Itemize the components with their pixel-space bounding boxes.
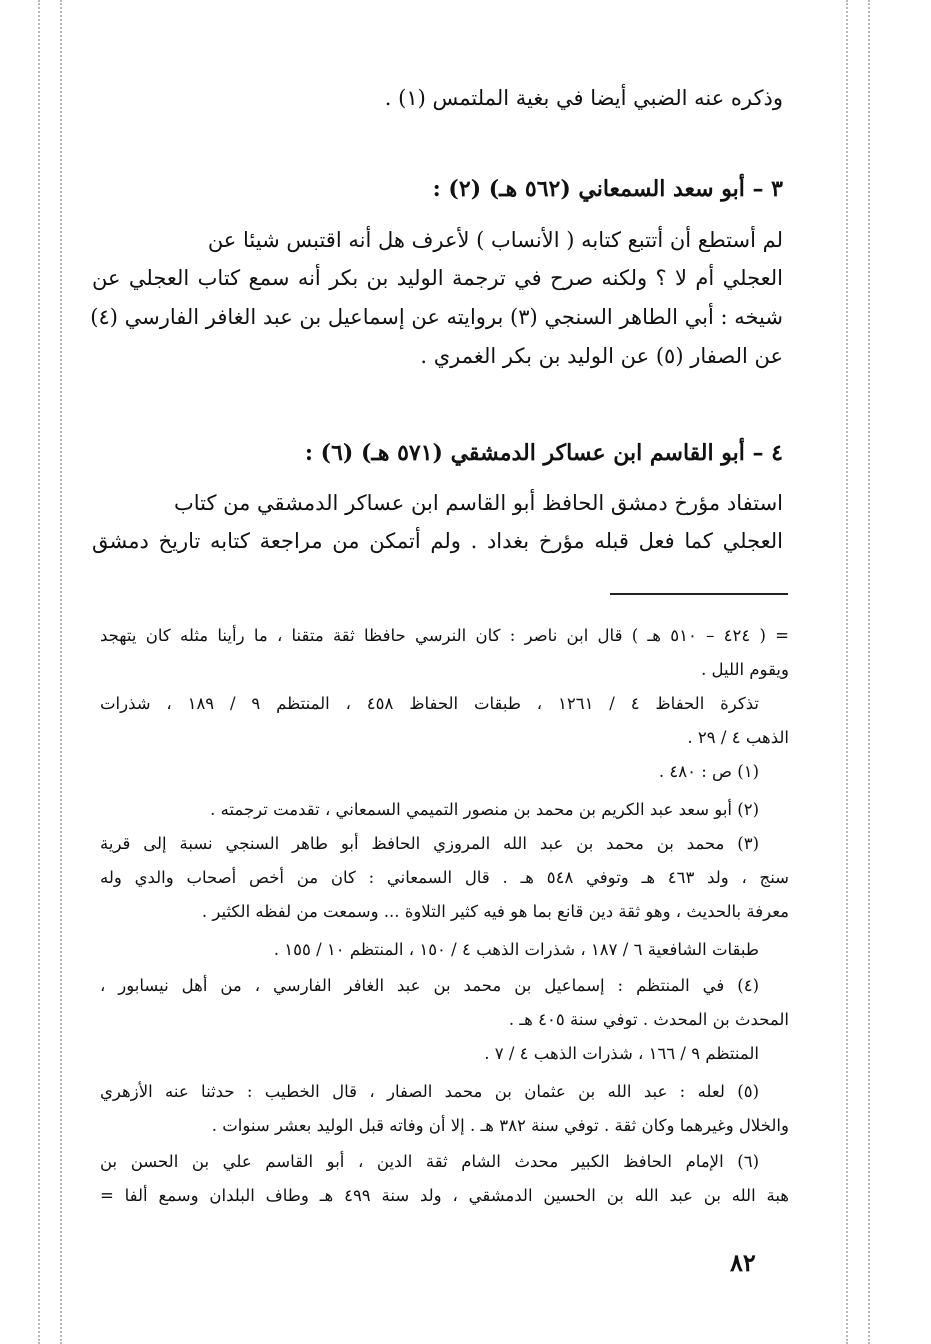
footnote-line: (٦) الإمام الحافظ الكبير محدث الشام ثقة الدين ، أبو القاسم علي بن الحسن بن: [100, 1152, 759, 1171]
page-number: ٨٢: [730, 1248, 756, 1277]
section-4-line: العجلي كما فعل قبله مؤرخ بغداد . ولم أتمكن من مراجعة كتابه تاريخ دمشق: [92, 529, 783, 553]
intro-line: وذكره عنه الضبي أيضا في بغية الملتمس (١) .: [384, 86, 783, 110]
footnote-line: (٤) في المنتظم : إسماعيل بن محمد بن عبد الغافر الفارسي ، من أهل نيسابور ،: [100, 976, 759, 995]
footnote-line: والخلال وغيرهما وكان ثقة . توفي سنة ٣٨٢ هـ . إلا أن وفاته قبل الوليد بعشر سنوات .: [211, 1116, 789, 1135]
footnote-line: هبة الله بن عبد الله بن الحسين الدمشقي ، ولد سنة ٤٩٩ هـ وطاف البلدان وسمع ألفا =: [100, 1186, 790, 1205]
footnote-line: الذهب ٤ / ٢٩ .: [687, 728, 789, 747]
footnote-line: المحدث بن المحدث . توفي سنة ٤٠٥ هـ .: [508, 1010, 789, 1029]
margin-dotted-line-left: [38, 0, 40, 1344]
footnote-line: (٣) محمد بن محمد بن عبد الله المروزي الحافظ أبو طاهر السنجي نسبة إلى قرية: [100, 834, 759, 853]
section-3-line: العجلي أم لا ؟ ولكنه صرح في ترجمة الوليد بن بكر أنه سمع كتاب العجلي عن: [92, 266, 783, 290]
footnote-line: (٥) لعله : عبد الله بن عثمان بن محمد الصفار ، قال الخطيب : حدثنا عنه الأزهري: [100, 1082, 759, 1101]
footnote-separator-rule: [610, 593, 788, 595]
margin-dotted-line-right: [868, 0, 870, 1344]
footnote-line: = ( ٤٢٤ – ٥١٠ هـ ) قال ابن ناصر : كان النرسي حافظا ثقة متقنا ، ما رأينا مثله كان يتهجد: [100, 626, 789, 645]
footnote-line: ويقوم الليل .: [701, 660, 789, 679]
footnote-line: المنتظم ٩ / ١٦٦ ، شذرات الذهب ٤ / ٧ .: [484, 1044, 759, 1063]
footnote-line: (١) ص : ٤٨٠ .: [658, 762, 759, 781]
section-3-line: لم أستطع أن أتتبع كتابه ( الأنساب ) لأعرف هل أنه اقتبس شيئا عن: [207, 228, 783, 252]
footnote-line: سنج ، ولد ٤٦٣ هـ وتوفي ٥٤٨ هـ . قال السمعاني : كان من أخص أصحاب والدي وله: [100, 868, 790, 887]
footnote-line: معرفة بالحديث ، وهو ثقة دين قانع بما هو فيه كثير التلاوة ... وسمعت من لفظه الكثير .: [201, 902, 789, 921]
section-4-heading: ٤ – أبو القاسم ابن عساكر الدمشقي (٥٧١ هـ) (٦) :: [304, 440, 783, 466]
footnote-line: تذكرة الحفاظ ٤ / ١٢٦١ ، طبقات الحفاظ ٤٥٨ ، المنتظم ٩ / ١٨٩ ، شذرات: [100, 694, 759, 713]
section-3-line: شيخه : أبي الطاهر السنجي (٣) بروايته عن إسماعيل بن عبد الغافر الفارسي (٤): [90, 305, 783, 329]
margin-dotted-line-right-inner: [846, 0, 848, 1344]
section-3-heading: ٣ – أبو سعد السمعاني (٥٦٢ هـ) (٢) :: [432, 176, 783, 202]
section-3-line: عن الصفار (٥) عن الوليد بن بكر الغمري .: [420, 344, 783, 368]
footnote-line: (٢) أبو سعد عبد الكريم بن محمد بن منصور التميمي السمعاني ، تقدمت ترجمته .: [210, 800, 759, 819]
footnote-line: طبقات الشافعية ٦ / ١٨٧ ، شذرات الذهب ٤ / ١٥٠ ، المنتظم ١٠ / ١٥٥ .: [273, 940, 759, 959]
section-4-line: استفاد مؤرخ دمشق الحافظ أبو القاسم ابن عساكر الدمشقي من كتاب: [173, 491, 783, 515]
margin-dotted-line-left-inner: [60, 0, 62, 1344]
